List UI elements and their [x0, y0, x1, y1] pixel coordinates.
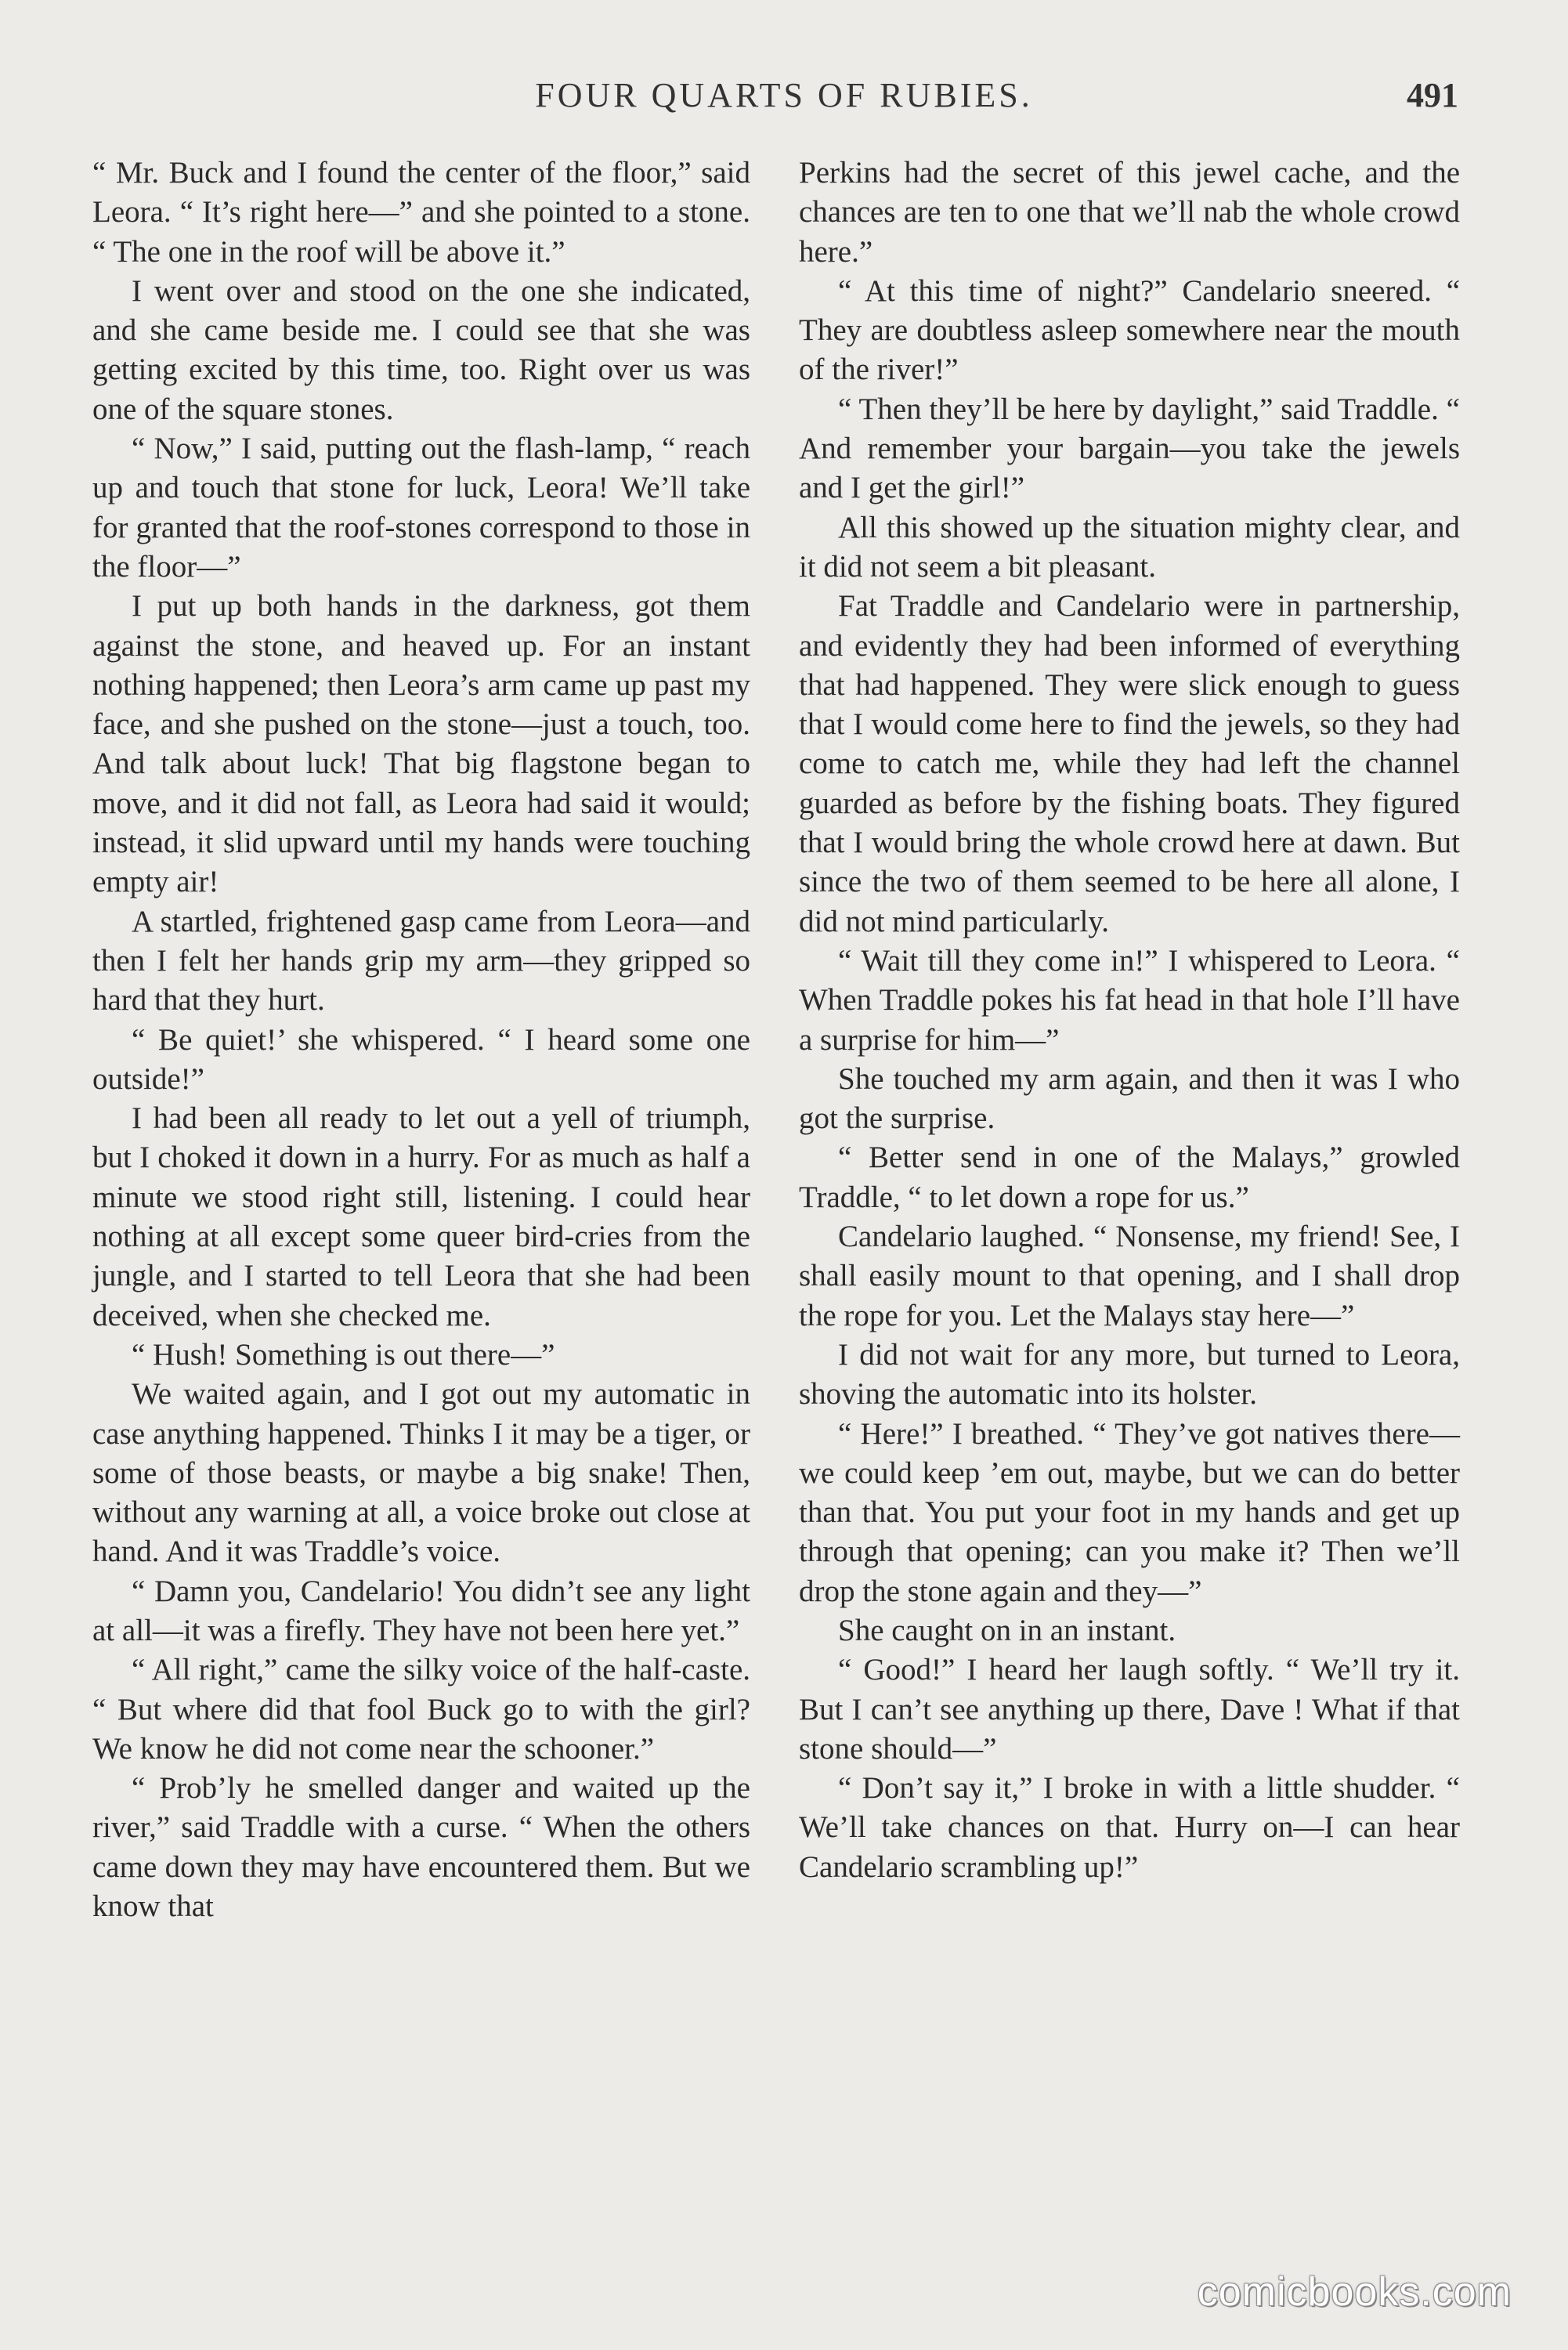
- page-number: 491: [1407, 76, 1458, 114]
- paragraph: I did not wait for any more, but turned to Leora, shoving the automatic into its holster.: [799, 1337, 1460, 1412]
- paragraph: “ Damn you, Candelario! You didn’t see any light at all—it was a firefly. They have not been here yet.”: [92, 1574, 750, 1647]
- paragraph: “ Good!” I heard her laugh softly. “ We’ll try it. But I can’t see anything up there, Dave ! What if that stone should—”: [799, 1653, 1460, 1766]
- paragraph: We waited again, and I got out my automatic in case anything happened. Thinks I it may be a tiger, or some of those beasts, or maybe a big snake! Then, without any warning at all, a voice broke out close at hand. And it was Traddle’s voice.: [92, 1377, 750, 1569]
- paragraph: “ Be quiet!’ she whispered. “ I heard some one outside!”: [92, 1022, 750, 1096]
- paragraph: “ Mr. Buck and I found the center of the floor,” said Leora. “ It’s right here—” and she pointed to a stone. “ The one in the roof will be above it.”: [92, 156, 750, 269]
- running-head: [0, 75, 1568, 122]
- right-column: [799, 154, 1460, 1887]
- paragraph: “ Prob’ly he smelled danger and waited up the river,” said Traddle with a curse. “ When the others came down they may have encountered them. But we know that: [92, 1771, 750, 1924]
- paragraph: I had been all ready to let out a yell of triumph, but I choked it down in a hurry. For as much as half a minute we stood right still, listening. I could hear nothing at all except some queer bird-cries from the jungle, and I started to tell Leora that she had been deceived, when she checked me.: [92, 1101, 750, 1332]
- watermark-logo: comicbooks.com: [1197, 2269, 1512, 2315]
- paragraph: Perkins had the secret of this jewel cache, and the chances are ten to one that we’ll nab the whole crowd here.”: [799, 156, 1460, 269]
- paragraph: She caught on in an instant.: [838, 1613, 1176, 1647]
- paragraph: “ Wait till they come in!” I whispered to Leora. “ When Traddle pokes his fat head in that hole I’ll have a surprise for him—”: [799, 943, 1460, 1057]
- paragraph: Fat Traddle and Candelario were in partnership, and evidently they had been informed of everything that had happened. They were slick enough to guess that I would come here to find the jewels, so they had come to catch me, while they had left the channel guarded as before by the fishing boats. They figured that I would bring the whole crowd here at dawn. But since the two of them seemed to be here all alone, I did not mind particularly.: [799, 589, 1460, 938]
- paragraph: “ Then they’ll be here by daylight,” said Traddle. “ And remember your bargain—you take the jewels and I get the girl!”: [799, 392, 1460, 505]
- paragraph: “ All right,” came the silky voice of the half-caste. “ But where did that fool Buck go to with the girl? We know he did not come near the schooner.”: [92, 1653, 750, 1766]
- paragraph: She touched my arm again, and then it was I who got the surprise.: [799, 1061, 1460, 1136]
- page-title: FOUR QUARTS OF RUBIES.: [535, 76, 1033, 114]
- paragraph: “ Hush! Something is out there—”: [132, 1337, 555, 1372]
- paragraph: I put up both hands in the darkness, got them against the stone, and heaved up. For an instant nothing happened; then Leora’s arm came up past my face, and she pushed on the stone—just a touch, too. And talk about luck! That big flagstone began to move, and it did not fall, as Leora had said it would; instead, it slid upward until my hands were touching empty air!: [92, 589, 750, 899]
- paragraph: I went over and stood on the one she indicated, and she came beside me. I could see that she was getting excited by this time, too. Right over us was one of the square stones.: [92, 273, 750, 426]
- paragraph: “ Now,” I said, putting out the flash-lamp, “ reach up and touch that stone for luck, Leora! We’ll take for granted that the roof-stones correspond to those in the floor—”: [92, 432, 750, 584]
- left-column: [92, 154, 750, 1926]
- paragraph: “ Better send in one of the Malays,” growled Traddle, “ to let down a rope for us.”: [799, 1141, 1460, 1214]
- paragraph: “ Here!” I breathed. “ They’ve got natives there—we could keep ’em out, maybe, but we can do better than that. You put your foot in my hands and get up through that opening; can you make it? Then we’ll drop the stone again and they—”: [799, 1416, 1460, 1608]
- paragraph: All this showed up the situation mighty clear, and it did not seem a bit pleasant.: [799, 510, 1460, 584]
- paragraph: A startled, frightened gasp came from Leora—and then I felt her hands grip my arm—they gripped so hard that they hurt.: [92, 904, 750, 1018]
- paragraph: Candelario laughed. “ Nonsense, my friend! See, I shall easily mount to that opening, and I shall drop the rope for you. Let the Malays stay here—”: [799, 1220, 1460, 1332]
- paragraph: “ Don’t say it,” I broke in with a little shudder. “ We’ll take chances on that. Hurry on—I can hear Candelario scrambling up!”: [799, 1771, 1460, 1884]
- paragraph: “ At this time of night?” Candelario sneered. “ They are doubtless asleep somewhere near the mouth of the river!”: [799, 273, 1460, 387]
